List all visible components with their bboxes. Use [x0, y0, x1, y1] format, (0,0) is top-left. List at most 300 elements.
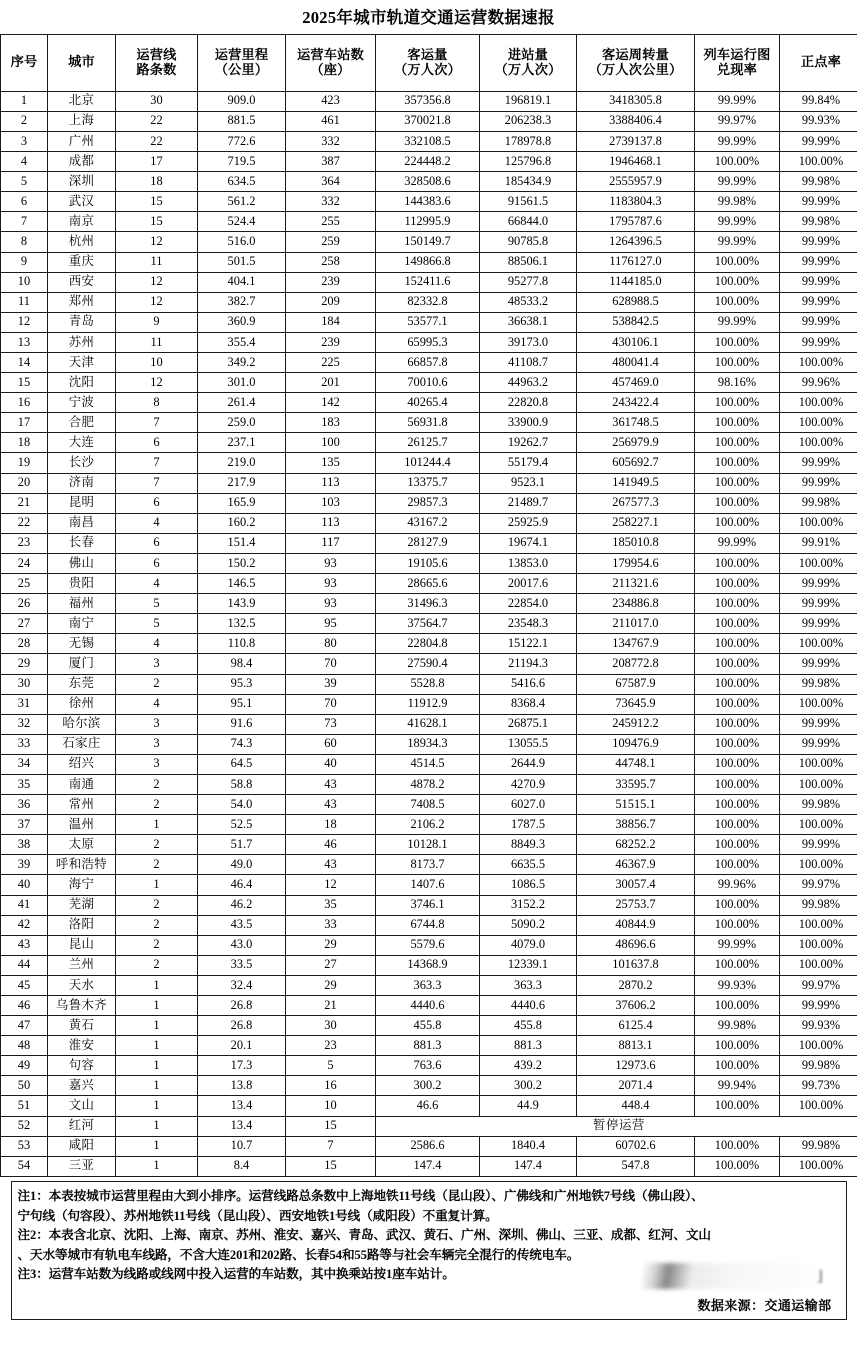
cell-city: 天津	[48, 353, 116, 373]
note-1-line-1: 注1：本表按城市运营里程由大到小排序。运营线路总条数中上海地铁11号线（昆山段）、广佛线和广州地铁7号线（佛山段）、	[17, 1188, 704, 1203]
cell-entry-volume: 455.8	[480, 1016, 577, 1036]
cell-index: 5	[1, 172, 48, 192]
cell-passenger-volume: 46.6	[376, 1096, 480, 1116]
cell-schedule-fulfillment-rate: 100.00%	[695, 292, 780, 312]
cell-index: 36	[1, 795, 48, 815]
note-2-line-1: 注2：本表含北京、沈阳、上海、南京、苏州、淮安、嘉兴、青岛、武汉、黄石、广州、深圳、佛山、三亚、成都、红河、文山	[17, 1228, 711, 1243]
cell-lines: 2	[116, 895, 198, 915]
cell-passenger-volume: 763.6	[376, 1056, 480, 1076]
cell-entry-volume: 22820.8	[480, 393, 577, 413]
cell-passenger-turnover: 141949.5	[577, 473, 695, 493]
cell-mileage: 8.4	[198, 1156, 286, 1176]
cell-entry-volume: 5416.6	[480, 674, 577, 694]
cell-passenger-volume: 150149.7	[376, 232, 480, 252]
cell-stations: 423	[286, 91, 376, 111]
table-row	[1, 232, 857, 252]
table-row	[1, 353, 857, 373]
cell-index: 53	[1, 1136, 48, 1156]
cell-index: 3	[1, 131, 48, 151]
cell-city: 广州	[48, 131, 116, 151]
cell-lines: 1	[116, 1156, 198, 1176]
cell-passenger-turnover: 8813.1	[577, 1036, 695, 1056]
cell-city: 宁波	[48, 393, 116, 413]
col-header-index-line1: 序号	[10, 54, 38, 70]
cell-stations: 332	[286, 131, 376, 151]
table-row	[1, 252, 857, 272]
cell-city: 长沙	[48, 453, 116, 473]
cell-stations: 387	[286, 152, 376, 172]
cell-schedule-fulfillment-rate: 100.00%	[695, 1056, 780, 1076]
cell-city: 合肥	[48, 413, 116, 433]
cell-stations: 239	[286, 272, 376, 292]
cell-stations: 40	[286, 754, 376, 774]
cell-mileage: 146.5	[198, 574, 286, 594]
cell-lines: 1	[116, 1096, 198, 1116]
cell-punctuality-rate: 100.00%	[780, 1096, 857, 1116]
cell-schedule-fulfillment-rate: 99.94%	[695, 1076, 780, 1096]
cell-lines: 1	[116, 875, 198, 895]
cell-lines: 3	[116, 654, 198, 674]
table-body	[1, 91, 857, 1176]
cell-passenger-turnover: 48696.6	[577, 935, 695, 955]
cell-index: 19	[1, 453, 48, 473]
cell-lines: 6	[116, 493, 198, 513]
cell-city: 淮安	[48, 1036, 116, 1056]
cell-passenger-turnover: 2870.2	[577, 975, 695, 995]
cell-city: 郑州	[48, 292, 116, 312]
cell-lines: 7	[116, 473, 198, 493]
cell-entry-volume: 2644.9	[480, 754, 577, 774]
cell-schedule-fulfillment-rate: 100.00%	[695, 654, 780, 674]
cell-passenger-turnover: 46367.9	[577, 855, 695, 875]
cell-city: 咸阳	[48, 1136, 116, 1156]
table-row	[1, 473, 857, 493]
cell-passenger-turnover: 25753.7	[577, 895, 695, 915]
cell-passenger-volume: 357356.8	[376, 91, 480, 111]
cell-schedule-fulfillment-rate: 100.00%	[695, 594, 780, 614]
table-row	[1, 292, 857, 312]
cell-entry-volume: 9523.1	[480, 473, 577, 493]
cell-mileage: 54.0	[198, 795, 286, 815]
cell-stations: 183	[286, 413, 376, 433]
cell-mileage: 150.2	[198, 553, 286, 573]
cell-entry-volume: 5090.2	[480, 915, 577, 935]
cell-mileage: 355.4	[198, 332, 286, 352]
cell-stations: 43	[286, 795, 376, 815]
cell-passenger-turnover: 628988.5	[577, 292, 695, 312]
cell-stations: 364	[286, 172, 376, 192]
cell-passenger-turnover: 258227.1	[577, 513, 695, 533]
cell-lines: 5	[116, 594, 198, 614]
cell-passenger-turnover: 1183804.3	[577, 192, 695, 212]
cell-stations: 5	[286, 1056, 376, 1076]
cell-passenger-turnover: 480041.4	[577, 353, 695, 373]
cell-passenger-volume: 66857.8	[376, 353, 480, 373]
cell-mileage: 160.2	[198, 513, 286, 533]
cell-entry-volume: 4270.9	[480, 774, 577, 794]
cell-punctuality-rate: 99.73%	[780, 1076, 857, 1096]
cell-city: 杭州	[48, 232, 116, 252]
cell-schedule-fulfillment-rate: 100.00%	[695, 734, 780, 754]
table-row	[1, 674, 857, 694]
cell-stations: 113	[286, 513, 376, 533]
cell-schedule-fulfillment-rate: 100.00%	[695, 915, 780, 935]
cell-lines: 11	[116, 252, 198, 272]
table-row	[1, 212, 857, 232]
cell-passenger-volume: 3746.1	[376, 895, 480, 915]
cell-entry-volume: 439.2	[480, 1056, 577, 1076]
cell-mileage: 382.7	[198, 292, 286, 312]
table-row	[1, 1036, 857, 1056]
cell-index: 22	[1, 513, 48, 533]
operating-data-table	[0, 34, 857, 1177]
table-row	[1, 996, 857, 1016]
cell-passenger-volume: 19105.6	[376, 553, 480, 573]
cell-stations: 16	[286, 1076, 376, 1096]
cell-city: 芜湖	[48, 895, 116, 915]
cell-punctuality-rate: 100.00%	[780, 433, 857, 453]
cell-passenger-volume: 22804.8	[376, 634, 480, 654]
cell-entry-volume: 8849.3	[480, 835, 577, 855]
table-header	[1, 34, 857, 91]
cell-mileage: 237.1	[198, 433, 286, 453]
cell-index: 26	[1, 594, 48, 614]
cell-passenger-volume: 13375.7	[376, 473, 480, 493]
table-row	[1, 553, 857, 573]
cell-schedule-fulfillment-rate: 100.00%	[695, 774, 780, 794]
cell-index: 33	[1, 734, 48, 754]
table-row	[1, 493, 857, 513]
table-row	[1, 1076, 857, 1096]
cell-passenger-volume: 18934.3	[376, 734, 480, 754]
cell-city: 太原	[48, 835, 116, 855]
table-row	[1, 111, 857, 131]
cell-stations: 27	[286, 955, 376, 975]
cell-mileage: 301.0	[198, 373, 286, 393]
cell-mileage: 132.5	[198, 614, 286, 634]
cell-entry-volume: 147.4	[480, 1156, 577, 1176]
table-row	[1, 754, 857, 774]
cell-stations: 258	[286, 252, 376, 272]
cell-lines: 2	[116, 935, 198, 955]
cell-lines: 12	[116, 272, 198, 292]
cell-entry-volume: 33900.9	[480, 413, 577, 433]
cell-schedule-fulfillment-rate: 100.00%	[695, 433, 780, 453]
cell-city: 济南	[48, 473, 116, 493]
cell-passenger-turnover: 6125.4	[577, 1016, 695, 1036]
cell-punctuality-rate: 99.84%	[780, 91, 857, 111]
cell-passenger-volume: 300.2	[376, 1076, 480, 1096]
cell-passenger-volume: 40265.4	[376, 393, 480, 413]
cell-lines: 2	[116, 855, 198, 875]
cell-entry-volume: 206238.3	[480, 111, 577, 131]
cell-mileage: 52.5	[198, 815, 286, 835]
cell-stations: 18	[286, 815, 376, 835]
col-header-lines-line1: 运营线	[136, 47, 177, 63]
cell-mileage: 13.4	[198, 1096, 286, 1116]
cell-entry-volume: 4079.0	[480, 935, 577, 955]
cell-entry-volume: 1086.5	[480, 875, 577, 895]
cell-lines: 1	[116, 1136, 198, 1156]
cell-index: 42	[1, 915, 48, 935]
cell-index: 6	[1, 192, 48, 212]
cell-lines: 3	[116, 734, 198, 754]
cell-passenger-turnover: 2555957.9	[577, 172, 695, 192]
cell-punctuality-rate: 99.99%	[780, 835, 857, 855]
cell-passenger-turnover: 256979.9	[577, 433, 695, 453]
cell-passenger-volume: 147.4	[376, 1156, 480, 1176]
cell-stations: 39	[286, 674, 376, 694]
cell-entry-volume: 91561.5	[480, 192, 577, 212]
cell-stations: 29	[286, 975, 376, 995]
cell-passenger-turnover: 109476.9	[577, 734, 695, 754]
cell-entry-volume: 178978.8	[480, 131, 577, 151]
cell-stations: 73	[286, 714, 376, 734]
cell-mileage: 501.5	[198, 252, 286, 272]
col-header-lines-line2: 路条数	[136, 61, 177, 77]
cell-passenger-volume: 152411.6	[376, 272, 480, 292]
cell-city: 海宁	[48, 875, 116, 895]
cell-stations: 43	[286, 855, 376, 875]
cell-passenger-volume: 41628.1	[376, 714, 480, 734]
cell-entry-volume: 44.9	[480, 1096, 577, 1116]
cell-stations: 93	[286, 574, 376, 594]
cell-stations: 70	[286, 654, 376, 674]
cell-entry-volume: 36638.1	[480, 312, 577, 332]
cell-passenger-volume: 43167.2	[376, 513, 480, 533]
cell-passenger-volume: 332108.5	[376, 131, 480, 151]
cell-stations: 80	[286, 634, 376, 654]
cell-stations: 259	[286, 232, 376, 252]
cell-punctuality-rate: 100.00%	[780, 955, 857, 975]
cell-mileage: 33.5	[198, 955, 286, 975]
cell-lines: 1	[116, 1036, 198, 1056]
cell-index: 4	[1, 152, 48, 172]
cell-punctuality-rate: 100.00%	[780, 393, 857, 413]
cell-mileage: 98.4	[198, 654, 286, 674]
cell-entry-volume: 1787.5	[480, 815, 577, 835]
cell-passenger-turnover: 101637.8	[577, 955, 695, 975]
cell-passenger-volume: 149866.8	[376, 252, 480, 272]
cell-stations: 95	[286, 614, 376, 634]
cell-mileage: 772.6	[198, 131, 286, 151]
cell-mileage: 10.7	[198, 1136, 286, 1156]
cell-city: 天水	[48, 975, 116, 995]
cell-lines: 12	[116, 292, 198, 312]
cell-index: 41	[1, 895, 48, 915]
cell-passenger-turnover: 2071.4	[577, 1076, 695, 1096]
watermark-bracket-icon: ⌋	[816, 1266, 822, 1285]
footnotes-box	[11, 1181, 847, 1320]
cell-index: 32	[1, 714, 48, 734]
cell-schedule-fulfillment-rate: 100.00%	[695, 332, 780, 352]
cell-passenger-turnover: 3388406.4	[577, 111, 695, 131]
cell-city: 温州	[48, 815, 116, 835]
cell-index: 34	[1, 754, 48, 774]
table-row	[1, 312, 857, 332]
cell-schedule-fulfillment-rate: 100.00%	[695, 393, 780, 413]
cell-schedule-fulfillment-rate: 99.98%	[695, 1016, 780, 1036]
cell-entry-volume: 19262.7	[480, 433, 577, 453]
cell-passenger-turnover: 3418305.8	[577, 91, 695, 111]
table-row	[1, 413, 857, 433]
cell-index: 44	[1, 955, 48, 975]
col-header-schedule-rate-line1: 列车运行图	[703, 47, 771, 63]
cell-passenger-turnover: 67587.9	[577, 674, 695, 694]
table-row	[1, 192, 857, 212]
cell-schedule-fulfillment-rate: 100.00%	[695, 473, 780, 493]
cell-index: 52	[1, 1116, 48, 1136]
col-header-passengers	[376, 34, 480, 91]
cell-index: 28	[1, 634, 48, 654]
cell-city: 成都	[48, 152, 116, 172]
cell-index: 51	[1, 1096, 48, 1116]
cell-stations: 70	[286, 694, 376, 714]
cell-stations: 117	[286, 533, 376, 553]
cell-passenger-volume: 4878.2	[376, 774, 480, 794]
cell-lines: 7	[116, 453, 198, 473]
cell-lines: 4	[116, 513, 198, 533]
table-row	[1, 393, 857, 413]
cell-city: 三亚	[48, 1156, 116, 1176]
cell-entry-volume: 25925.9	[480, 513, 577, 533]
table-row	[1, 614, 857, 634]
data-source-label: 数据来源：交通运输部	[697, 1297, 832, 1313]
cell-mileage: 404.1	[198, 272, 286, 292]
cell-schedule-fulfillment-rate: 99.99%	[695, 312, 780, 332]
cell-passenger-volume: 65995.3	[376, 332, 480, 352]
cell-passenger-turnover: 33595.7	[577, 774, 695, 794]
cell-city: 嘉兴	[48, 1076, 116, 1096]
cell-schedule-fulfillment-rate: 100.00%	[695, 1136, 780, 1156]
cell-city: 北京	[48, 91, 116, 111]
cell-lines: 6	[116, 553, 198, 573]
cell-index: 2	[1, 111, 48, 131]
cell-punctuality-rate: 99.98%	[780, 895, 857, 915]
cell-passenger-volume: 370021.8	[376, 111, 480, 131]
cell-stations: 461	[286, 111, 376, 131]
cell-punctuality-rate: 99.98%	[780, 172, 857, 192]
col-header-passengers-line1: 客运量	[407, 47, 448, 63]
cell-passenger-volume: 2586.6	[376, 1136, 480, 1156]
cell-city: 乌鲁木齐	[48, 996, 116, 1016]
cell-punctuality-rate: 99.98%	[780, 795, 857, 815]
cell-mileage: 49.0	[198, 855, 286, 875]
cell-lines: 1	[116, 996, 198, 1016]
cell-lines: 22	[116, 131, 198, 151]
cell-index: 10	[1, 272, 48, 292]
cell-city: 贵阳	[48, 574, 116, 594]
cell-schedule-fulfillment-rate: 100.00%	[695, 835, 780, 855]
cell-city: 南通	[48, 774, 116, 794]
cell-index: 50	[1, 1076, 48, 1096]
cell-mileage: 561.2	[198, 192, 286, 212]
table-row	[1, 795, 857, 815]
col-header-stations	[286, 34, 376, 91]
cell-mileage: 26.8	[198, 996, 286, 1016]
cell-passenger-volume: 8173.7	[376, 855, 480, 875]
cell-punctuality-rate: 99.98%	[780, 1056, 857, 1076]
cell-city: 东莞	[48, 674, 116, 694]
cell-schedule-fulfillment-rate: 99.93%	[695, 975, 780, 995]
cell-index: 29	[1, 654, 48, 674]
table-row	[1, 935, 857, 955]
table-row	[1, 654, 857, 674]
cell-schedule-fulfillment-rate: 100.00%	[695, 996, 780, 1016]
cell-entry-volume: 44963.2	[480, 373, 577, 393]
cell-index: 39	[1, 855, 48, 875]
cell-entry-volume: 19674.1	[480, 533, 577, 553]
cell-stations: 46	[286, 835, 376, 855]
cell-stations: 184	[286, 312, 376, 332]
cell-stations: 255	[286, 212, 376, 232]
cell-stations: 15	[286, 1156, 376, 1176]
col-header-stations-line2: （座）	[310, 61, 351, 77]
cell-schedule-fulfillment-rate: 99.96%	[695, 875, 780, 895]
cell-entry-volume: 3152.2	[480, 895, 577, 915]
cell-index: 21	[1, 493, 48, 513]
note-2-line-2: 、天水等城市有轨电车线路，不含大连201和202路、长春54和55路等与社会车辆完全混行的传统电车。	[17, 1247, 580, 1262]
cell-schedule-fulfillment-rate: 100.00%	[695, 855, 780, 875]
cell-index: 49	[1, 1056, 48, 1076]
cell-index: 31	[1, 694, 48, 714]
cell-punctuality-rate: 99.98%	[780, 212, 857, 232]
cell-stations: 21	[286, 996, 376, 1016]
cell-punctuality-rate: 99.99%	[780, 453, 857, 473]
cell-entry-volume: 8368.4	[480, 694, 577, 714]
cell-schedule-fulfillment-rate: 99.99%	[695, 131, 780, 151]
cell-passenger-turnover: 37606.2	[577, 996, 695, 1016]
cell-index: 40	[1, 875, 48, 895]
cell-lines: 2	[116, 915, 198, 935]
cell-punctuality-rate: 99.99%	[780, 996, 857, 1016]
cell-lines: 2	[116, 955, 198, 975]
cell-stations: 332	[286, 192, 376, 212]
cell-punctuality-rate: 99.97%	[780, 975, 857, 995]
cell-entry-volume: 125796.8	[480, 152, 577, 172]
cell-schedule-fulfillment-rate: 100.00%	[695, 694, 780, 714]
cell-passenger-turnover: 1795787.6	[577, 212, 695, 232]
cell-lines: 9	[116, 312, 198, 332]
cell-passenger-volume: 328508.6	[376, 172, 480, 192]
cell-index: 8	[1, 232, 48, 252]
table-row	[1, 855, 857, 875]
cell-city: 洛阳	[48, 915, 116, 935]
cell-city: 南京	[48, 212, 116, 232]
cell-stations: 43	[286, 774, 376, 794]
cell-schedule-fulfillment-rate: 100.00%	[695, 815, 780, 835]
cell-index: 14	[1, 353, 48, 373]
cell-passenger-turnover: 267577.3	[577, 493, 695, 513]
cell-city: 呼和浩特	[48, 855, 116, 875]
cell-passenger-volume: 29857.3	[376, 493, 480, 513]
cell-punctuality-rate: 99.91%	[780, 533, 857, 553]
table-row	[1, 734, 857, 754]
cell-punctuality-rate: 99.99%	[780, 332, 857, 352]
cell-punctuality-rate: 99.96%	[780, 373, 857, 393]
cell-lines: 2	[116, 835, 198, 855]
cell-lines: 4	[116, 574, 198, 594]
table-row	[1, 694, 857, 714]
cell-lines: 3	[116, 754, 198, 774]
table-row	[1, 533, 857, 553]
col-header-mileage	[198, 34, 286, 91]
cell-punctuality-rate: 99.99%	[780, 312, 857, 332]
table-row	[1, 513, 857, 533]
cell-stations: 33	[286, 915, 376, 935]
cell-passenger-turnover: 73645.9	[577, 694, 695, 714]
cell-stations: 100	[286, 433, 376, 453]
